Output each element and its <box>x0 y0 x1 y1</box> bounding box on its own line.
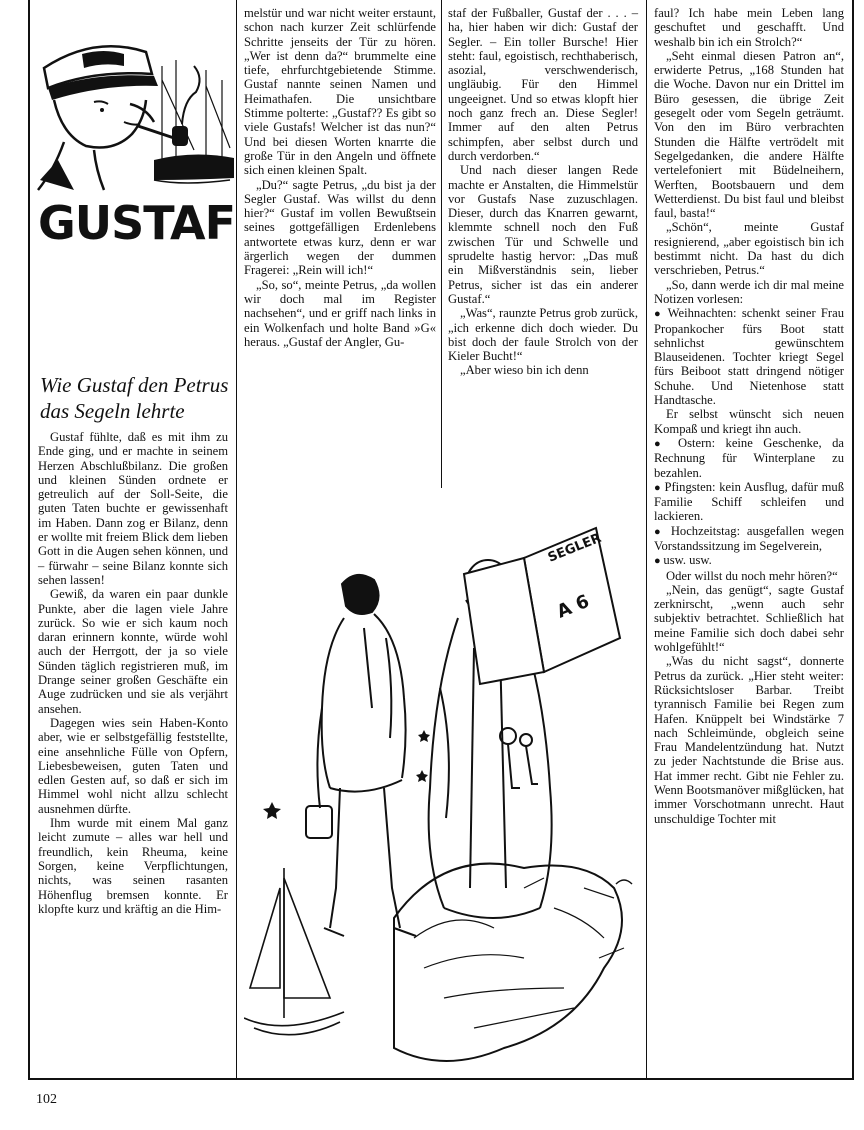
paragraph: Dagegen wies sein Haben-Konto aber, wie er selbstgefällig feststellte, eine ansehnliche Fülle von Opfern, Liebesbeweisen, guten Taten und edlen Gesten auf, so daß er sich im Himmel wohl nicht allzu schlecht ausnehmen dürfte. <box>38 715 228 816</box>
paragraph: faul? Ich habe mein Leben lang geschuftet und geschafft. Und weshalb bin ich ein Strolch?“ <box>654 6 844 49</box>
text-column-2 <box>244 6 436 349</box>
paragraph: „Nein, das genügt“, sagte Gustaf zerknirscht, „wenn auch sehr subjektiv betrachtet. Schließlich hat meine Familie sich doch dabei sehr wohlgefühlt!“ <box>654 582 844 655</box>
paragraph: Und nach dieser langen Rede machte er Anstalten, die Himmelstür vor Gustafs Nase zuzuschlagen. Dieser, durch das Knarren gewarnt, klemmte schnell noch den Fuß zwischen Tür und Schwelle und sprudelte hastig hervor: „Das muß ein Mißverständnis sein, lieber Petrus, sicher ist das ein anderer Gustaf.“ <box>448 163 638 306</box>
text-column-4 <box>654 6 844 826</box>
paragraph: Ihm wurde mit einem Mal ganz leicht zumute – alles war hell und freundlich, kein Rheuma, keine Sorgen, keine Verpflichtungen, nichts, was seinen rasanten Höhenflug bremsen konnte. Er klopfte kurz und kräftig an die Him- <box>38 816 228 916</box>
column-divider <box>441 0 442 488</box>
paragraph: Oder willst du noch mehr hören?“ <box>666 568 838 583</box>
paragraph: Gewiß, da waren ein paar dunkle Punkte, aber die lagen viele Jahre zurück. So wie er sich kaum noch daran erinnern konnte, würde wohl auch der Herrgott, der ja so viele Sünden täglich registrieren muß, im Drange seiner großen Geschäfte ein Auge zudrücken und sie als verjährt ansehen. <box>38 587 228 716</box>
paragraph: „So, so“, meinte Petrus, „da wollen wir doch mal im Register nachsehen“, und er griff nach links in ein Wolkenfach und holte Band »G« heraus. „Gustaf der Angler, Gu- <box>244 277 436 349</box>
paragraph: „Schön“, meinte Gustaf resignierend, „aber egoistisch bin ich bestimmt nicht. Da hast du dich verschrieben, Petrus.“ <box>654 220 844 278</box>
bullet-item: ● Ostern: keine Geschenke, da Rechnung für Winterplane zu bezahlen. <box>654 436 844 480</box>
gustaf-petrus-illustration <box>244 488 654 1074</box>
bullet-item: ● Weihnachten: schenkt seiner Frau Propankocher fürs Boot statt sehnlichst gewünschtem Blauseidenen. Tochter kriegt Segel fürs Beiboot statt dringend nötiger Schuhe. Und Nietenhose statt Handtasche. <box>654 306 844 407</box>
book-number: A 6 <box>554 590 593 623</box>
page-number: 102 <box>36 1092 57 1107</box>
paragraph: Gustaf fühlte, daß es mit ihm zu Ende ging, und er machte in seinem Herzen Abschlußbilanz. Die großen und kleinen Sünden ordnete er getreulich auf der Soll-Seite, die guten Taten buchte er gewissenhaft im Haben. Dann zog er Bilanz, denn er wollte mit freiem Blick dem lieben Gott in die Augen sehen können, und – fürwahr – seine Bilanz konnte sich sehen lassen! <box>38 430 228 587</box>
paragraph: „Seht einmal diesen Patron an“, erwiderte Petrus, „168 Stunden hat die Woche. Davon nur ein Drittel im Büro gesessen, die übrige Zeit gesegelt oder vom Segeln geträumt. Von den im Büro verbrachten Stunden die Hälfte vertrödelt mit Segelgedanken, die andere Hälfte vertelefoniert mit Büdelneihern, Werften, Bootsbauern und dem Wetterdienst. Du bist faul und bleibst faul, basta!“ <box>654 48 844 221</box>
text-column-1 <box>38 430 228 916</box>
paragraph: „Aber wieso bin ich denn <box>460 363 589 378</box>
paragraph: Er selbst wünscht sich neuen Kompaß und kriegt ihn auch. <box>654 407 844 436</box>
logo-title: GUSTAF <box>38 196 236 250</box>
paragraph: melstür und war nicht weiter erstaunt, schon nach kurzer Zeit schlürfende Schritte jenseits der Tür zu hören. „Wer ist denn da?“ brummelte eine tiefe, ehrfurchtgebietende Stimme. Gustaf nannte seinen Namen und Heimathafen. Die unsichtbare Stimme polterte: „Gustaf?? Es gibt so viele Gustafs! Welcher ist das nun?“ Und bei diesen Worten knarrte die große Tür in den Angeln und öffnete sich einen kleinen Spalt. <box>244 6 436 178</box>
paragraph: staf der Fußballer, Gustaf der . . . – ha, hier haben wir dich: Gustaf der Segler. – Ein toller Bursche! Hier steht: faul, egoistisch, rechthaberisch, asozial, verschwenderisch, ungläubig. Für den Himmel ungeeignet. Und so etwas klopft hier noch ganz frech an. Diese Segler! Immer auf den alten Petrus schimpfen, aber selbst durch und durch verdorben.“ <box>448 6 638 163</box>
column-divider <box>236 0 237 1078</box>
bullet-item: ● Pfingsten: kein Ausflug, dafür muß Familie Schiff schleifen und lackieren. <box>654 480 844 524</box>
bullet-item: ● usw. usw. <box>654 553 844 568</box>
book-label: SEGLER <box>545 530 604 566</box>
text-column-3 <box>448 6 638 378</box>
paragraph: „So, dann werde ich dir mal meine Notizen vorlesen: <box>654 277 844 306</box>
paragraph: „Was“, raunzte Petrus grob zurück, „ich erkenne dich doch wieder. Du bist doch der faule Strolch von der Kieler Bucht!“ <box>448 306 638 364</box>
bullet-item: ● Hochzeitstag: ausgefallen wegen Vorstandssitzung im Segelverein, <box>654 524 844 554</box>
paragraph: „Was du nicht sagst“, donnerte Petrus da zurück. „Hier steht weiter: Rücksichtsloser Barbar. Treibt tyrannisch Familie bei Regen zum Hafen. Knüppelt bei Windstärke 7 nach Schleimünde, obgleich seine Frau Mandelentzündung hat. Nutzt zu jeder Nachtstunde die Brise aus. Hat immer recht. Gibt nie Fehler zu. Wenn Bootsmanöver mißglücken, hat immer Vorschotmann unrecht. Haut unschuldige Tochter mit <box>654 654 844 826</box>
article-subtitle: Wie Gustaf den Petrus das Segeln lehrte <box>40 373 229 423</box>
paragraph: „Du?“ sagte Petrus, „du bist ja der Segler Gustaf. Was willst du denn hier?“ Gustaf im vollen Bewußtsein seines gottgefälligen Erdenlebens antwortete etwas kurz, denn er war ärgerlich wegen der dummen Fragerei: „Rein will ich!“ <box>244 177 436 278</box>
